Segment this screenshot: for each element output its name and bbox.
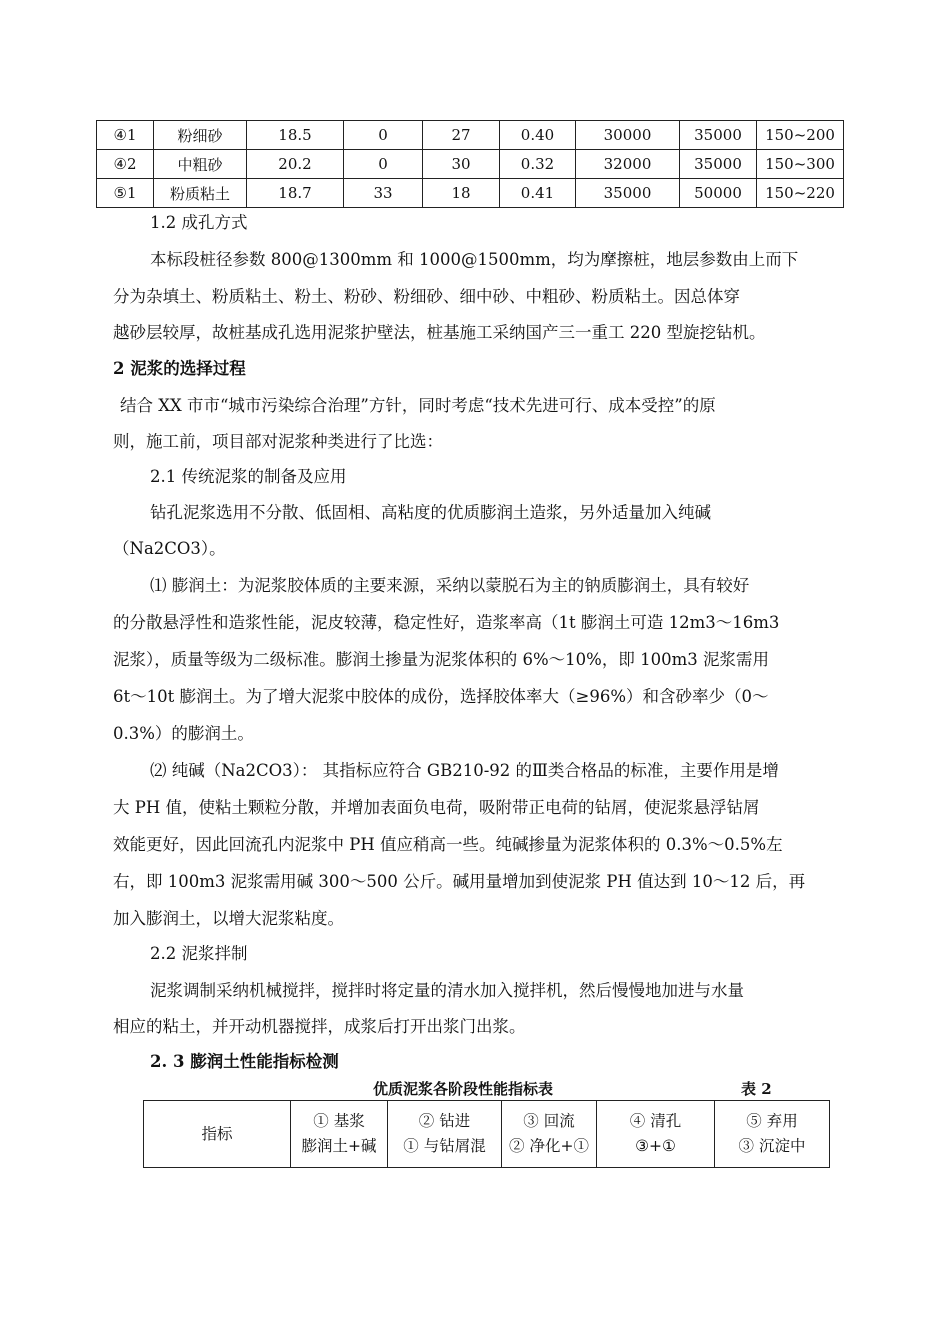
section-heading-1-2: 1.2 成孔方式 [150,213,248,232]
table-cell: 32000 [576,150,680,179]
slurry-index-table [143,1100,830,1168]
paragraph-line: 钻孔泥浆选用不分散、低固相、高粘度的优质膨润土造浆，另外适量加入纯碱 [150,503,711,522]
table-cell: 35000 [680,150,757,179]
header-line: 膨润土+碱 [301,1137,377,1155]
table-row [97,179,844,208]
table-cell: 0 [344,150,423,179]
table-cell: 18.5 [247,121,344,150]
header-line: ② 钻进 [418,1112,471,1130]
table-cell: 18.7 [247,179,344,208]
table-cell: 150~200 [757,121,844,150]
table-header-cell: 指标 [144,1101,291,1168]
table-cell: 27 [423,121,500,150]
paragraph-line: 的分散悬浮性和造浆性能，泥皮较薄，稳定性好，造浆率高（1t 膨润土可造 12m3～16m3 [113,613,780,632]
soil-parameter-table [96,120,844,208]
paragraph-line: 加入膨润土，以增大泥浆粘度。 [113,909,344,928]
paragraph-line: ⑵ 纯碱（Na2CO3）： 其指标应符合 GB210-92 的Ⅲ类合格品的标准，主要作用是增 [150,761,779,780]
header-line: ① 与钻屑混 [403,1137,486,1155]
header-line: ② 净化+① [509,1137,589,1155]
paragraph-line: 本标段桩径参数 800@1300mm 和 1000@1500mm，均为摩擦桩，地层参数由上而下 [150,250,799,269]
table-row [97,121,844,150]
paragraph-line: （Na2CO3）。 [113,539,226,558]
paragraph-line: 分为杂填土、粉质粘土、粉土、粉砂、粉细砂、细中砂、中粗砂、粉质粘土。因总体穿 [113,287,740,306]
table-header-cell [597,1101,715,1168]
table-cell: 18 [423,179,500,208]
table-cell: ④1 [97,121,154,150]
table-cell: 35000 [680,121,757,150]
header-line: ③ 沉淀中 [738,1137,806,1155]
table-header-cell [291,1101,388,1168]
header-line: ⑤ 弃用 [746,1112,798,1130]
section-heading-2: 2 泥浆的选择过程 [113,359,246,378]
table-header-cell [388,1101,502,1168]
table-cell: 0.40 [500,121,576,150]
table-cell: 0 [344,121,423,150]
paragraph-line: 大 PH 值，使粘土颗粒分散，并增加表面负电荷，吸附带正电荷的钻屑，使泥浆悬浮钻屑 [113,798,760,817]
paragraph-line: 泥浆调制采纳机械搅拌，搅拌时将定量的清水加入搅拌机，然后慢慢地加进与水量 [150,981,744,1000]
paragraph-line: 结合 XX 市市“城市污染综合治理”方针，同时考虑“技术先进可行、成本受控”的原 [120,396,716,415]
section-heading-2-3: 2. 3 膨润土性能指标检测 [150,1052,339,1071]
table-cell: ⑤1 [97,179,154,208]
paragraph-line: 相应的粘土，并开动机器搅拌，成浆后打开出浆门出浆。 [113,1017,526,1036]
table-header-cell [502,1101,597,1168]
table-cell: 粉细砂 [154,121,247,150]
header-line: ③+① [635,1137,676,1155]
table-header-row [144,1101,830,1168]
header-line: ① 基浆 [313,1112,365,1130]
table-caption: 优质泥浆各阶段性能指标表 [373,1080,554,1098]
paragraph-line: 6t～10t 膨润土。为了增大泥浆中胶体的成份，选择胶体率大（≥96%）和含砂率少（0～ [113,687,769,706]
paragraph-line: 效能更好，因此回流孔内泥浆中 PH 值应稍高一些。纯碱掺量为泥浆体积的 0.3%～0.5%左 [113,835,783,854]
table-header-cell [715,1101,830,1168]
paragraph-line: 0.3%）的膨润土。 [113,724,254,743]
table-cell: ④2 [97,150,154,179]
table-cell: 30 [423,150,500,179]
table-row [97,150,844,179]
table-cell: 20.2 [247,150,344,179]
paragraph-line: ⑴ 膨润土：为泥浆胶体质的主要来源，采纳以蒙脱石为主的钠质膨润土，具有较好 [150,576,750,595]
table-cell: 粉质粘土 [154,179,247,208]
table-cell: 35000 [576,179,680,208]
table-cell: 150~220 [757,179,844,208]
paragraph-line: 泥浆），质量等级为二级标准。膨润土掺量为泥浆体积的 6%～10%，即 100m3 泥浆需用 [113,650,769,669]
table-cell: 150~300 [757,150,844,179]
section-heading-2-1: 2.1 传统泥浆的制备及应用 [150,467,347,486]
table-cell: 0.32 [500,150,576,179]
header-line: ④ 清孔 [629,1112,682,1130]
table-cell: 0.41 [500,179,576,208]
section-heading-2-2: 2.2 泥浆拌制 [150,944,248,963]
table-cell: 33 [344,179,423,208]
table-cell: 30000 [576,121,680,150]
paragraph-line: 右，即 100m3 泥浆需用碱 300～500 公斤。碱用量增加到使泥浆 PH 值达到 10～12 后，再 [113,872,806,891]
table-number: 表 2 [741,1080,772,1098]
table-cell: 50000 [680,179,757,208]
paragraph-line: 则，施工前，项目部对泥浆种类进行了比选： [113,432,443,451]
header-line: ③ 回流 [523,1112,575,1130]
paragraph-line: 越砂层较厚，故桩基成孔选用泥浆护壁法，桩基施工采纳国产三一重工 220 型旋挖钻机。 [113,323,766,342]
table-cell: 中粗砂 [154,150,247,179]
